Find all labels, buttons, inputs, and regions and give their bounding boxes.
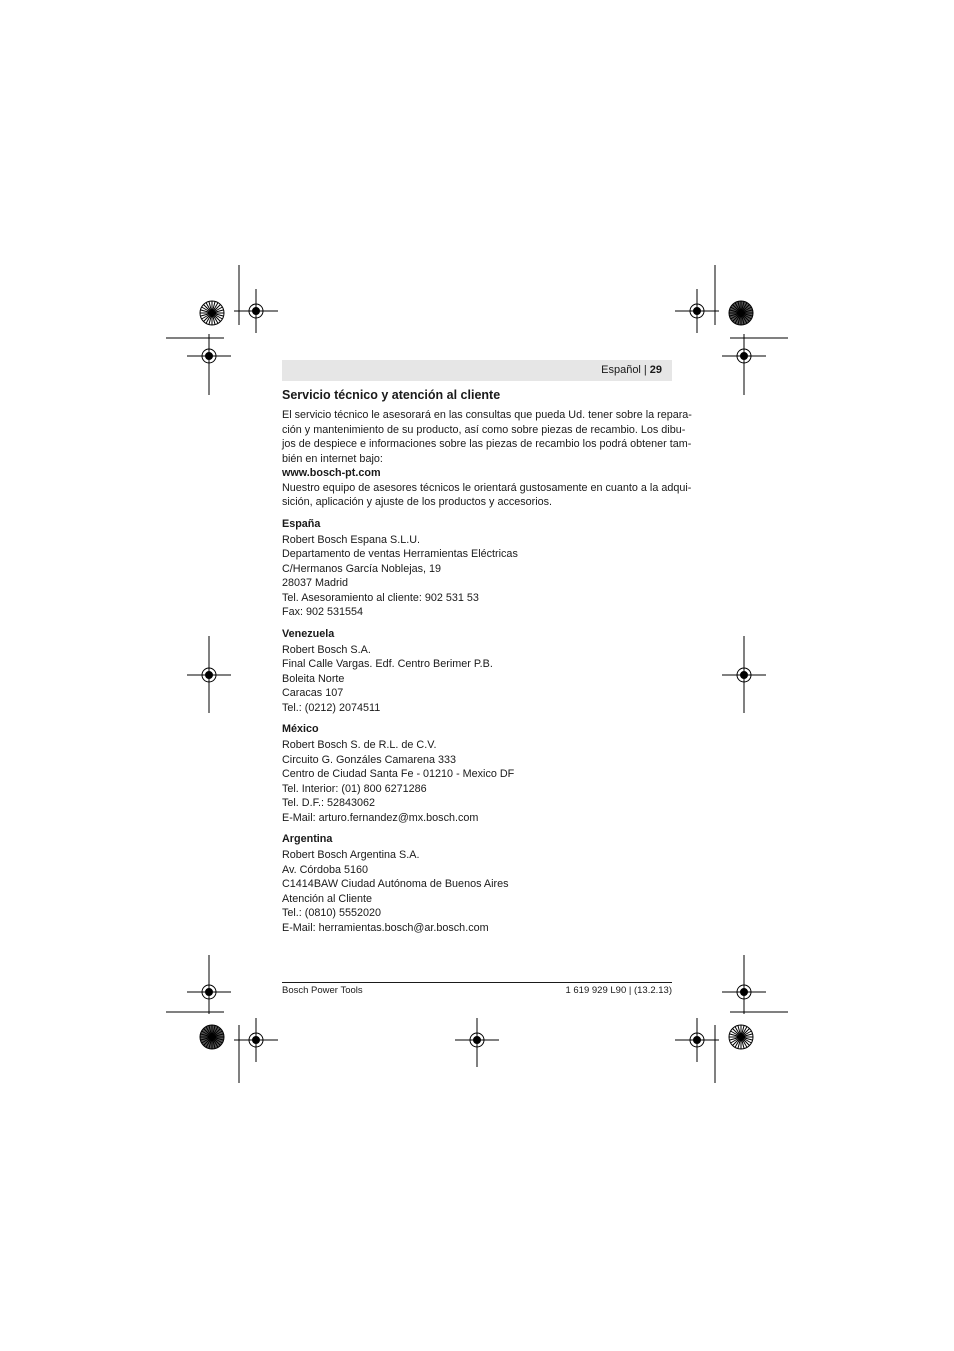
footer-brand: Bosch Power Tools	[282, 985, 363, 996]
section-espana	[282, 517, 672, 620]
fax-line: Fax: 902 531554	[282, 606, 364, 618]
section-venezuela	[282, 627, 672, 716]
address-line: Robert Bosch S. de R.L. de C.V.	[282, 739, 437, 751]
address-line: Av. Córdoba 5160	[282, 863, 369, 876]
intro-line: jos de despiece e informaciones sobre las piezas de recambio los podrá obtener tam-	[282, 438, 692, 450]
email-line[interactable]: E-Mail: herramientas.bosch@ar.bosch.com	[282, 921, 489, 934]
phone-line: Tel. D.F.: 52843062	[282, 797, 376, 809]
intro-paragraph	[282, 408, 692, 510]
address-line: Centro de Ciudad Santa Fe - 01210 - Mexico DF	[282, 768, 515, 780]
address-line: Final Calle Vargas. Edf. Centro Berimer P.B.	[282, 658, 493, 670]
website-link[interactable]: www.bosch-pt.com	[282, 467, 381, 479]
country-heading: Venezuela	[282, 627, 335, 640]
address-line: Robert Bosch S.A.	[282, 643, 371, 656]
address-line: Atención al Cliente	[282, 892, 373, 905]
document-body	[282, 408, 692, 935]
footer-doc-id: 1 619 929 L90 | (13.2.13)	[565, 985, 672, 996]
address-line: Robert Bosch Argentina S.A.	[282, 849, 420, 861]
country-heading: Argentina	[282, 833, 333, 845]
section-heading: Servicio técnico y atención al cliente	[282, 388, 501, 402]
phone-line: Tel.: (0810) 5552020	[282, 907, 382, 919]
page-number: 29	[649, 364, 662, 376]
intro-line: El servicio técnico le asesorará en las consultas que pueda Ud. tener sobre la repara-	[282, 409, 692, 421]
intro-line: Nuestro equipo de asesores técnicos le orientará gustosamente en cuanto a la adqui-	[282, 481, 692, 494]
section-mexico	[282, 722, 672, 825]
address-line: Robert Bosch Espana S.L.U.	[282, 533, 421, 546]
phone-line: Tel. Interior: (01) 800 6271286	[282, 782, 427, 795]
address-line: C/Hermanos García Noblejas, 19	[282, 562, 442, 575]
address-line: Boleita Norte	[282, 672, 345, 685]
footer-divider	[282, 982, 672, 983]
phone-line: Tel.: (0212) 2074511	[282, 701, 381, 714]
intro-line: ción y mantenimiento de su producto, así como sobre piezas de recambio. Los dibu-	[282, 423, 686, 436]
address-line: Caracas 107	[282, 687, 344, 699]
header-language: Español	[601, 364, 641, 376]
address-line: Circuito G. Gonzáles Camarena 333	[282, 753, 457, 766]
intro-line: sición, aplicación y ajuste de los productos y accesorios.	[282, 496, 553, 508]
phone-line: Tel. Asesoramiento al cliente: 902 531 53	[282, 591, 479, 604]
page-header-bar	[282, 360, 672, 381]
intro-line: bién en internet bajo:	[282, 452, 383, 465]
page-header: Español | 29	[601, 364, 662, 376]
country-heading: España	[282, 517, 321, 530]
address-line: 28037 Madrid	[282, 577, 349, 589]
address-line: C1414BAW Ciudad Autónoma de Buenos Aires	[282, 878, 509, 890]
country-heading: México	[282, 723, 319, 735]
section-argentina	[282, 832, 672, 935]
email-line[interactable]: E-Mail: arturo.fernandez@mx.bosch.com	[282, 811, 479, 824]
address-line: Departamento de ventas Herramientas Eléctricas	[282, 548, 518, 560]
